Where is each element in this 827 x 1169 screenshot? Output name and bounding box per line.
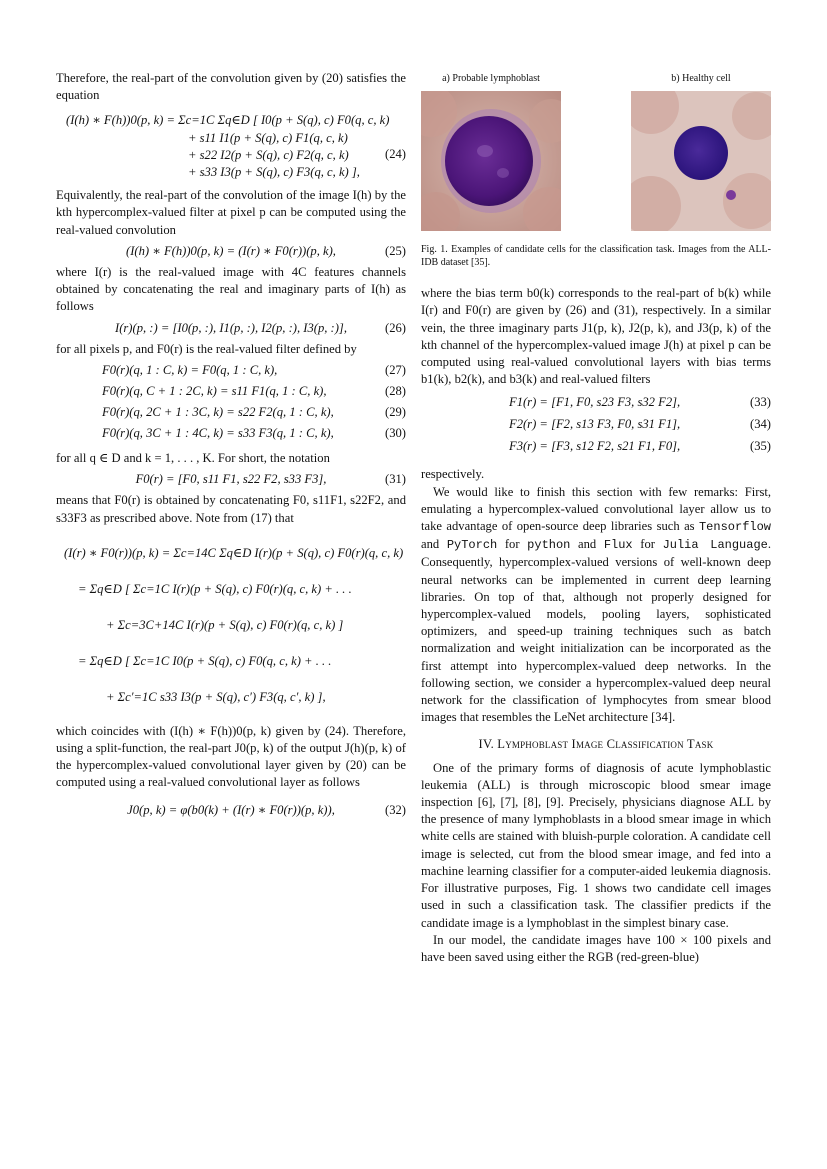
healthy-cell-image (631, 91, 771, 231)
figure-1 (421, 70, 771, 269)
paragraph: means that F0(r) is obtained by concatenating F0, s11F1, s22F2, and s33F3 as prescribed above. Note from (17) that (56, 493, 406, 525)
paragraph: for all q ∈ D and k = 1, . . . , K. For short, the notation (56, 451, 330, 466)
code-flux: Flux (603, 538, 633, 553)
figure-label-b: b) Healthy cell (671, 73, 731, 84)
paragraph: In our model, the candidate images have 100 × 100 pixels and have been saved using either the RGB (red-green-blue) (421, 932, 771, 964)
equation-34 (421, 416, 771, 438)
equation-text: F3(r) = [F3, s12 F2, s21 F1, F0], (509, 439, 681, 454)
equation-line: = Σq∈D [ Σc=1C I0(p + S(q), c) F0(q, c, k) + . . . (78, 653, 332, 668)
equation-text: F1(r) = [F1, F0, s23 F3, s32 F2], (509, 395, 681, 410)
equation-number: (29) (385, 405, 406, 420)
equation-line: + s22 I2(p + S(q), c) F2(q, c, k) (188, 147, 349, 162)
equation-line: + s11 I1(p + S(q), c) F1(q, c, k) (188, 130, 348, 145)
equation-number: (30) (385, 426, 406, 441)
paragraph: One of the primary forms of diagnosis of acute lymphoblastic leukemia (ALL) is through microscopic blood smear image inspection [6], [7], [8], [9]. Precisely, physicians diagnose ALL by the presence of many lymphoblasts in a blood smear image in which white cells are stained with bluish-purple coloration. A candidate cell image is selected, cut from the blood smear image, and fed into a machine learning classifier for a computer-aided leukemia diagnosis. For illustrative purposes, Fig. 1 shows two candidate cell images used in such a classification task. The classifier predicts if the candidate image is a lymphoblast in the simplest binary case. (421, 760, 771, 930)
code-pytorch: PyTorch (446, 538, 498, 553)
lymphoblast-image (421, 91, 561, 231)
right-column (421, 70, 771, 966)
equations-33-35 (421, 394, 771, 460)
equation-number: (28) (385, 384, 406, 399)
text-run: and (570, 537, 604, 552)
equation-25 (56, 243, 406, 260)
equation-number: (26) (385, 320, 406, 335)
equation-text: F0(r) = [F0, s11 F1, s22 F2, s33 F3], (135, 472, 327, 487)
equation-text: F0(r)(q, 2C + 1 : 3C, k) = s22 F2(q, 1 : C, k), (102, 405, 334, 420)
equation-line: + s33 I3(p + S(q), c) F3(q, c, k) ], (188, 165, 360, 180)
text-run: and (421, 537, 447, 552)
text-run: We would like to finish this section with few remarks: First, emulating a hypercomplex-valued convolutional layer allow us to take advantage of open-source deep libraries such as (421, 484, 771, 534)
figure-panels (421, 70, 771, 231)
text-run: for (632, 537, 663, 552)
equation-line: (I(h) ∗ F(h))0(p, k) = Σc=1C Σq∈D [ I0(p + S(q), c) F0(q, c, k) (66, 113, 390, 128)
equation-27 (56, 362, 406, 383)
left-column (56, 70, 406, 823)
equations-27-30 (56, 362, 406, 446)
equation-long (56, 535, 406, 715)
paragraph: for all pixels p, and F0(r) is the real-valued filter defined by (56, 341, 357, 356)
figure-caption: Fig. 1. Examples of candidate cells for the classification task. Images from the ALL-IDB dataset [35]. (421, 244, 771, 269)
equation-text: F0(r)(q, 1 : C, k) = F0(q, 1 : C, k), (102, 363, 278, 378)
equation-26 (56, 320, 406, 337)
equation-number: (35) (750, 439, 771, 454)
text-run: . Consequently, hypercomplex-valued versions of well-known deep neural networks can be implemented in current deep learning libraries. On top of that, although not properly designed for hypercomplex-valued models, pooling layers, sophisticated optimizers, and speed-up training techniques such as batch normalization and weight initialization can be incorporated as the first attempt into hypercomplex-valued deep networks. In the following section, we consider a hypercomplex-valued deep neural network for the classification of lymphocytes from smear blood images that resembles the LeNet architecture [34]. (421, 537, 772, 725)
code-julia: Julia Language (662, 538, 768, 553)
section-heading: IV. Lymphoblast Image Classification Task (478, 737, 714, 752)
equation-29 (56, 404, 406, 425)
equation-35 (421, 438, 771, 460)
equation-text: J0(p, k) = φ(b0(k) + (I(r) ∗ F0(r))(p, k)), (127, 802, 335, 817)
equation-line: (I(r) ∗ F0(r))(p, k) = Σc=14C Σq∈D I(r)(p + S(q), c) F0(r)(q, c, k) (64, 545, 404, 560)
equation-text: F0(r)(q, 3C + 1 : 4C, k) = s33 F3(q, 1 : C, k), (102, 426, 334, 441)
paragraph (421, 484, 771, 727)
code-python: python (527, 538, 571, 553)
paragraph: respectively. (421, 467, 485, 482)
paragraph: which coincides with (I(h) ∗ F(h))0(p, k) given by (24). Therefore, using a split-function, the real-part J0(p, k) of the output J(h)(p, k) of the hypercomplex-valued convolutional layer given by (20) can be computed using a real-valued convolutional layer as follows (56, 723, 406, 790)
equation-number: (25) (385, 243, 406, 258)
equation-number: (34) (750, 417, 771, 432)
equation-number: (32) (385, 802, 406, 817)
equation-text: F0(r)(q, C + 1 : 2C, k) = s11 F1(q, 1 : C, k), (102, 384, 327, 399)
equation-line: + Σc=3C+14C I(r)(p + S(q), c) F0(r)(q, c, k) ] (106, 617, 344, 632)
text-run: for (497, 537, 528, 552)
paragraph: where the bias term b0(k) corresponds to the real-part of b(k) while I(r) and F0(r) are given by (26) and (31), respectively. In a similar vein, the three imaginary parts J1(p, k), J2(p, k), and J3(p, k) of the kth channel of the hypercomplex-valued image J(h) at pixel p can be computed using real-valued convolutional layers with bias terms b1(k), b2(k), and b3(k) and real-valued filters (421, 286, 771, 387)
equation-32 (56, 802, 406, 819)
figure-panel-a (421, 70, 561, 231)
equation-text: (I(h) ∗ F(h))0(p, k) = (I(r) ∗ F0(r))(p, k), (126, 243, 336, 258)
equation-30 (56, 425, 406, 446)
equation-31 (56, 471, 406, 488)
paragraph: Equivalently, the real-part of the convolution of the image I(h) by the kth hypercomplex-valued filter at pixel p can be computed using the real-valued convolution (56, 188, 406, 237)
equation-number: (27) (385, 363, 406, 378)
equation-33 (421, 394, 771, 416)
paragraph: Therefore, the real-part of the convolution given by (20) satisfies the equation (56, 71, 406, 103)
equation-text: I(r)(p, :) = [I0(p, :), I1(p, :), I2(p, :), I3(p, :)], (115, 320, 347, 335)
equation-line: = Σq∈D [ Σc=1C I(r)(p + S(q), c) F0(r)(q, c, k) + . . . (78, 581, 352, 596)
equation-line: + Σc′=1C s33 I3(p + S(q), c′) F3(q, c′, k) ], (106, 689, 326, 704)
figure-panel-b (631, 70, 771, 231)
code-tensorflow: Tensorflow (698, 520, 771, 535)
paragraph: where I(r) is the real-valued image with 4C features channels obtained by concatenating the real and imaginary parts of I(h) as follows (56, 265, 406, 314)
equation-number: (24) (385, 147, 406, 162)
equation-text: F2(r) = [F2, s13 F3, F0, s31 F1], (509, 417, 681, 432)
equation-24 (56, 112, 406, 181)
equation-number: (33) (750, 395, 771, 410)
equation-28 (56, 383, 406, 404)
equation-number: (31) (385, 472, 406, 487)
figure-label-a: a) Probable lymphoblast (442, 73, 540, 84)
